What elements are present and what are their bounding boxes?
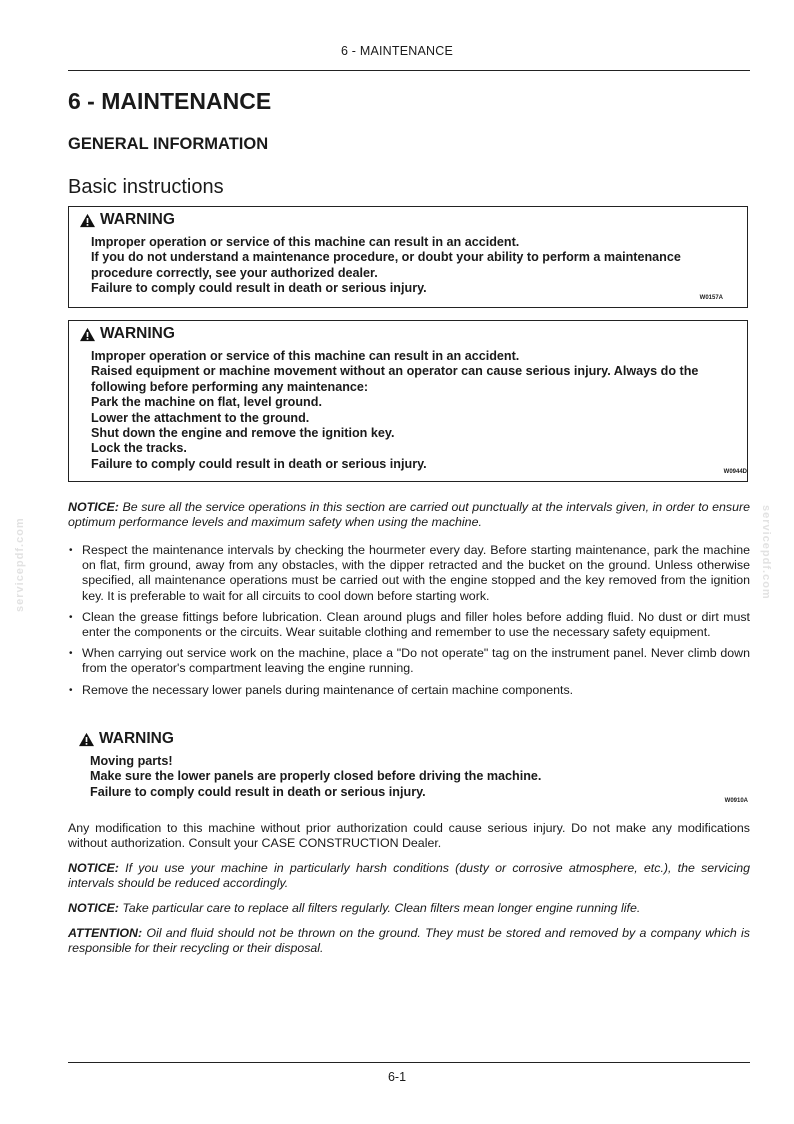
notice-text: Take particular care to replace all filters regularly. Clean filters mean longer engine running life.: [118, 901, 641, 915]
warning-line: Failure to comply could result in death or serious injury.: [91, 281, 427, 296]
warning-line: Failure to comply could result in death or serious injury.: [91, 456, 427, 471]
notice-text: Be sure all the service operations in this section are carried out punctually at the intervals given, in order to ensure optimum performance levels and maximum safety when using the machine.: [68, 500, 750, 530]
warning-triangle-icon: [79, 327, 96, 342]
warning-box-2: [68, 320, 748, 482]
warning-heading: [78, 730, 174, 748]
warning-line: Lock the tracks.: [91, 441, 187, 456]
list-item: [68, 646, 750, 676]
attention-lead: ATTENTION:: [68, 926, 143, 940]
list-item: [68, 543, 750, 604]
bullet-icon: •: [69, 545, 73, 556]
page-number: 6-1: [387, 1070, 407, 1084]
list-item: [68, 683, 750, 698]
warning-line: Improper operation or service of this machine can result in an accident.: [91, 235, 520, 249]
notice-text: If you use your machine in particularly harsh conditions (dusty or corrosive atmosphere, etc.), the servicing intervals should be reduced accordingly.: [68, 861, 750, 891]
warning-line: Moving parts!: [90, 754, 173, 768]
attention-text: Oil and fluid should not be thrown on the ground. They must be stored and removed by a company which is responsible for their recycling or their disposal.: [68, 926, 750, 956]
notice-paragraph: [68, 500, 750, 530]
warning-label: WARNING: [99, 730, 174, 747]
notice-paragraph: [68, 861, 750, 891]
warning-line: Make sure the lower panels are properly closed before driving the machine.: [90, 769, 542, 784]
header-rule: [68, 70, 750, 71]
running-header: 6 - MAINTENANCE: [340, 44, 454, 58]
warning-line: Park the machine on flat, level ground.: [91, 395, 322, 410]
warning-text: [91, 349, 727, 472]
warning-heading: [79, 211, 175, 229]
maintenance-bullet-list: [68, 543, 750, 704]
warning-box-3: [68, 726, 748, 812]
warning-line: If you do not understand a maintenance procedure, or doubt your ability to perform a maintenance: [91, 250, 681, 265]
warning-line: procedure correctly, see your authorized dealer.: [91, 265, 378, 280]
warning-text: [90, 754, 728, 800]
list-item-text: Remove the necessary lower panels during maintenance of certain machine components.: [82, 682, 574, 697]
warning-line: Failure to comply could result in death or serious injury.: [90, 784, 426, 799]
warning-box-1: [68, 206, 748, 308]
watermark-right: servicepdf.com: [760, 505, 772, 600]
section-title: GENERAL INFORMATION: [68, 135, 269, 153]
warning-triangle-icon: [79, 213, 96, 228]
notice-lead: NOTICE:: [68, 861, 119, 875]
warning-code: W0910A: [724, 798, 748, 804]
warning-label: WARNING: [100, 211, 175, 228]
bullet-icon: •: [69, 648, 73, 660]
warning-heading: [79, 325, 175, 343]
warning-text: [91, 235, 727, 297]
list-item-text: When carrying out service work on the machine, place a "Do not operate" tag on the instrument panel. Never climb down from the operator's compartment leaving the engine running.: [82, 646, 750, 676]
chapter-title: 6 - MAINTENANCE: [68, 88, 272, 114]
footer-rule: [68, 1062, 750, 1063]
warning-label: WARNING: [100, 325, 175, 342]
warning-code: W0157A: [699, 295, 723, 301]
warning-line: Shut down the engine and remove the ignition key.: [91, 426, 395, 441]
watermark-left: servicepdf.com: [14, 517, 26, 612]
list-item-text: Clean the grease fittings before lubrication. Clean around plugs and filler holes before adding fluid. No dust or dirt must enter the components or the circuits. Wear suitable clothing and remember to use the necessary safety equipment.: [82, 609, 750, 640]
bullet-icon: •: [69, 611, 73, 623]
attention-paragraph: [68, 926, 750, 956]
notice-paragraph: [68, 901, 750, 916]
modification-paragraph: Any modification to this machine without prior authorization could cause serious injury. Do not make any modifications without authorization. Consult your CASE CONSTRUCTION Dealer.: [68, 821, 750, 851]
warning-line: Lower the attachment to the ground.: [91, 410, 310, 425]
warning-line: Raised equipment or machine movement without an operator can cause serious injury. Always do the: [91, 364, 699, 379]
notice-lead: NOTICE:: [68, 500, 119, 514]
warning-code: W0944D: [723, 469, 747, 475]
notice-lead: NOTICE:: [68, 901, 119, 915]
warning-line: Improper operation or service of this machine can result in an accident.: [91, 349, 520, 363]
list-item: [68, 610, 750, 640]
warning-line: following before performing any maintenance:: [91, 379, 369, 394]
warning-triangle-icon: [78, 732, 95, 747]
list-item-text: Respect the maintenance intervals by checking the hourmeter every day. Before starting maintenance, park the machine on flat, firm ground, away from any obstacles, with the dipper retracted and the bucket on the ground. Unless otherwise specified, all maintenance operations must be carried out with the engine stopped and the key removed from the ignition key. It is preferable to wait for all circuits to cool down before starting work.: [82, 543, 750, 603]
bullet-icon: •: [69, 684, 73, 696]
subsection-title: Basic instructions: [68, 176, 224, 198]
